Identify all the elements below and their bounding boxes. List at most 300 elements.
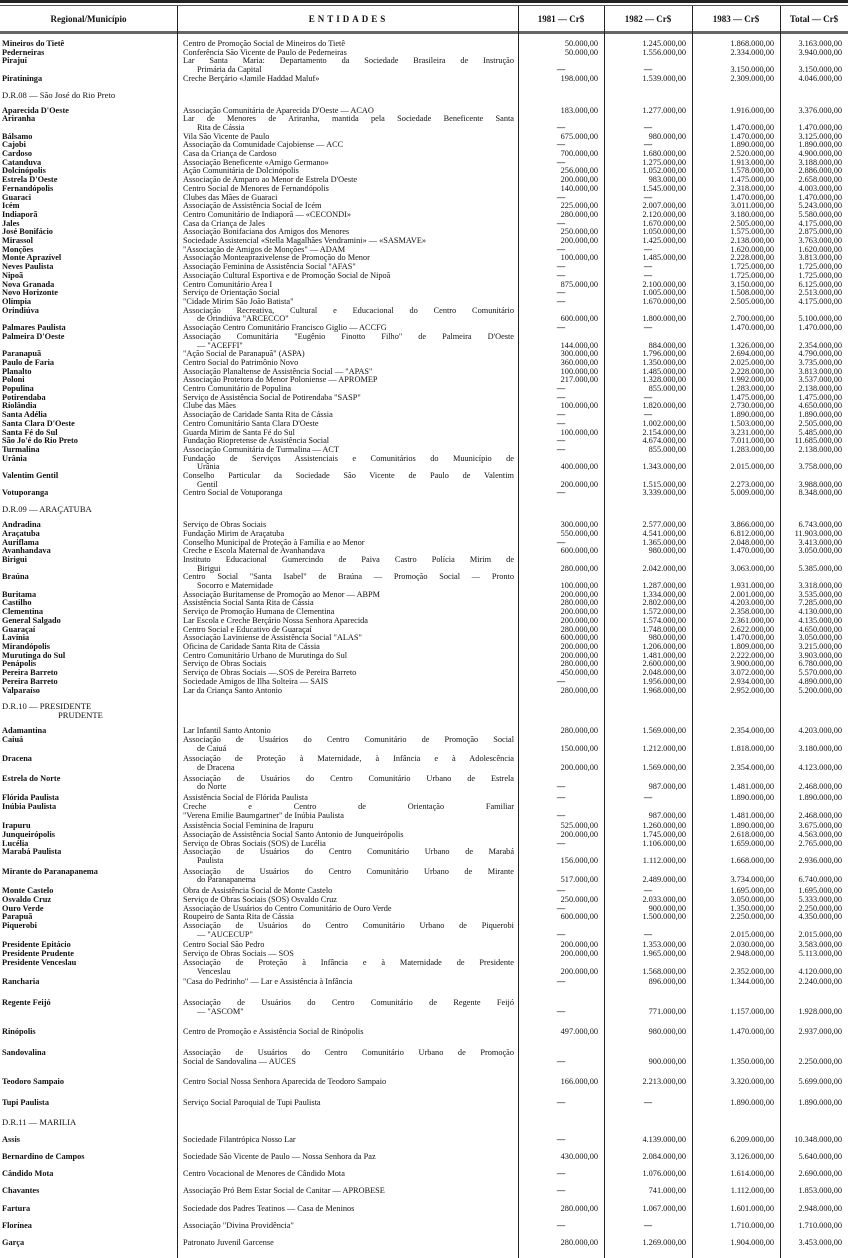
value-total: 3.163.000,00 bbox=[798, 39, 842, 48]
entity-line: Associação Recreativa, Cultural e Educacional do Centro Comunitário bbox=[183, 305, 514, 315]
table-row bbox=[0, 1136, 848, 1145]
value-1981: 250.000,00 bbox=[560, 894, 598, 904]
value-total: 3.125.000,00 bbox=[798, 131, 842, 141]
table-row bbox=[0, 556, 848, 573]
value-1983: 3.180.000,00 bbox=[730, 209, 774, 219]
value-1981: — bbox=[556, 122, 566, 132]
entity bbox=[177, 1187, 518, 1196]
value-1983: 2.622.000,00 bbox=[730, 624, 774, 634]
value-1981: 280.000,00 bbox=[560, 209, 598, 219]
table-row bbox=[0, 573, 848, 590]
entity bbox=[177, 959, 518, 976]
entity-line: Creche Berçário «Jamile Haddad Maluf» bbox=[183, 73, 320, 83]
entity-line: Ação Comunitária de Dolcinópolis bbox=[183, 166, 299, 176]
table-row bbox=[0, 1222, 848, 1231]
table-row bbox=[0, 591, 848, 600]
table-row bbox=[0, 211, 848, 220]
entity-line: Serviço de Assistência Social de Potirendaba "SASP" bbox=[183, 392, 361, 402]
value-1983: 1.475.000,00 bbox=[730, 392, 774, 402]
entity-line: "Ação Social de Paranapuã" (ASPA) bbox=[183, 349, 305, 359]
municipality: Parapuã bbox=[2, 912, 33, 922]
entity-line: Associação "Divina Providência" bbox=[183, 1220, 294, 1230]
value-1982: 4.541.000,00 bbox=[642, 528, 686, 538]
entity-line: Sociedade dos Padres Teatinos — Casa de Meninos bbox=[183, 1203, 355, 1213]
value-1981: 217.000,00 bbox=[560, 375, 598, 385]
entity bbox=[177, 1239, 518, 1248]
value-1982: 1.745.000,00 bbox=[642, 829, 686, 839]
table-row bbox=[0, 643, 848, 652]
region-heading-line: D.R.10 — PRESIDENTE bbox=[2, 701, 92, 712]
table-row bbox=[0, 1049, 848, 1066]
value-1983: 1.620.000,00 bbox=[730, 244, 774, 254]
municipality: Pereira Barreto bbox=[2, 668, 58, 678]
value-total: 1.890.000,00 bbox=[798, 410, 842, 420]
entity-line: Associação Centro Comunitário Francisco Giglio — ACCFG bbox=[183, 323, 387, 333]
value-1981: — bbox=[556, 436, 566, 446]
table-row bbox=[0, 868, 848, 885]
table-row bbox=[0, 307, 848, 324]
municipality: Presidente Prudente bbox=[2, 949, 74, 959]
municipality: Mirante do Paranapanema bbox=[2, 866, 98, 876]
value-total: 2.936.000,00 bbox=[798, 856, 842, 866]
municipality: Valentim Gentil bbox=[2, 471, 59, 481]
value-1981: 100.000,00 bbox=[560, 253, 598, 263]
value-1983: 2.520.000,00 bbox=[730, 149, 774, 159]
value-1981: 50.000,00 bbox=[564, 47, 598, 57]
table-row bbox=[0, 803, 848, 820]
value-1981: 200.000,00 bbox=[560, 175, 598, 185]
value-1982: 1.365.000,00 bbox=[642, 537, 686, 547]
value-1983: 2.361.000,00 bbox=[730, 615, 774, 625]
municipality: Cajobi bbox=[2, 140, 26, 150]
entity-line: do Norte bbox=[197, 782, 227, 792]
entity-line: Serviço de Obras Sociais (SOS) Osvaldo Cruz bbox=[183, 894, 337, 904]
entity-line: Associação Comunitária "Eugênio Finotto Filho" de Palmeira D'Oeste bbox=[183, 331, 514, 341]
header-1982: 1982 — Cr$ bbox=[624, 13, 672, 24]
entity-line: Venceslau bbox=[197, 966, 231, 976]
entity-line: Obra de Assistência Social de Monte Castelo bbox=[183, 886, 333, 896]
value-1981: — bbox=[556, 410, 566, 420]
entity-line: Vila São Vicente de Paulo bbox=[183, 131, 270, 141]
value-total: 1.475.000,00 bbox=[798, 392, 842, 402]
value-1981: 100.000,00 bbox=[560, 366, 598, 376]
entity bbox=[177, 1028, 518, 1037]
value-total: 5.243.000,00 bbox=[798, 201, 842, 211]
value-1981: — bbox=[556, 1134, 566, 1144]
entity bbox=[177, 489, 518, 498]
municipality: Rinópolis bbox=[2, 1027, 36, 1037]
table-row bbox=[0, 848, 848, 865]
table-row bbox=[0, 368, 848, 377]
municipality: Cardoso bbox=[2, 149, 32, 159]
value-total: 3.813.000,00 bbox=[798, 253, 842, 263]
value-1982: — bbox=[643, 886, 653, 896]
value-1981: 200.000,00 bbox=[560, 763, 598, 773]
header-entidades: ENTIDADES bbox=[308, 13, 389, 24]
value-1981: — bbox=[556, 157, 566, 167]
value-1983: 1.481.000,00 bbox=[730, 782, 774, 792]
entity bbox=[177, 1078, 518, 1087]
value-1982: 2.154.000,00 bbox=[642, 427, 686, 437]
value-1983: 1.475.000,00 bbox=[730, 175, 774, 185]
value-1981: 250.000,00 bbox=[560, 227, 598, 237]
value-total: 4.135.000,00 bbox=[798, 615, 842, 625]
table-row bbox=[0, 40, 848, 49]
entity bbox=[177, 755, 518, 772]
table-row bbox=[0, 75, 848, 84]
value-total: 2.468.000,00 bbox=[798, 782, 842, 792]
table-row bbox=[0, 57, 848, 74]
value-1983: 1.350.000,00 bbox=[730, 903, 774, 913]
value-1982: 2.084.000,00 bbox=[642, 1152, 686, 1162]
value-1981: 280.000,00 bbox=[560, 598, 598, 608]
entity-line: Associação de Proteção à Maternidade, à Infância e à Adolescência bbox=[183, 754, 514, 764]
entity bbox=[177, 922, 518, 939]
entity-line: "Associação de Amigos de Monções" — ADAM bbox=[183, 244, 346, 254]
value-1982: 1.350.000,00 bbox=[642, 357, 686, 367]
table-row bbox=[0, 1170, 848, 1179]
value-total: 4.790.000,00 bbox=[798, 349, 842, 359]
value-1982: 2.577.000,00 bbox=[642, 520, 686, 530]
table-row bbox=[0, 455, 848, 472]
table-row bbox=[0, 472, 848, 489]
value-1983: 6.209.000,00 bbox=[730, 1134, 774, 1144]
value-1983: 1.992.000,00 bbox=[730, 375, 774, 385]
value-1981: 166.000,00 bbox=[560, 1077, 598, 1087]
value-1983: 1.695.000,00 bbox=[730, 886, 774, 896]
entity bbox=[177, 556, 518, 573]
value-1982: 1.485.000,00 bbox=[642, 366, 686, 376]
value-1982: 1.425.000,00 bbox=[642, 236, 686, 246]
value-1983: 2.505.000,00 bbox=[730, 218, 774, 228]
value-total: 3.940.000,00 bbox=[798, 47, 842, 57]
value-1982: 2.600.000,00 bbox=[642, 659, 686, 669]
value-1981: 200.000,00 bbox=[560, 589, 598, 599]
entity-line: Instituto Educacional Gumercindo de Paiva Castro Polícia Mirim de bbox=[183, 554, 514, 564]
value-1982: 896.000,00 bbox=[648, 977, 686, 987]
value-1983: 1.890.000,00 bbox=[730, 140, 774, 150]
value-1981: — bbox=[556, 288, 566, 298]
value-1983: 3.050.000,00 bbox=[730, 894, 774, 904]
region-heading bbox=[0, 702, 848, 720]
value-1982: 1.485.000,00 bbox=[642, 253, 686, 263]
table-row bbox=[0, 176, 848, 185]
header-1981: 1981 — Cr$ bbox=[537, 13, 585, 24]
value-1982: 1.002.000,00 bbox=[642, 418, 686, 428]
municipality: Caiuá bbox=[2, 734, 24, 744]
municipality: Populina bbox=[2, 384, 34, 394]
value-1982: 983.000,00 bbox=[648, 175, 686, 185]
entity-line: Associação de Usuários do Centro Comunitário de Regente Feijó bbox=[183, 997, 514, 1007]
municipality: Murutinga do Sul bbox=[2, 650, 66, 660]
entity-line: Centro Social do Patrimônio Novo bbox=[183, 357, 299, 367]
municipality: Santa Clara D'Oeste bbox=[2, 418, 75, 428]
table-row bbox=[0, 669, 848, 678]
value-1982: — bbox=[643, 929, 653, 939]
entity-line: Associação Protetora do Menor Poloniense — APROMEP bbox=[183, 375, 378, 385]
value-1983: 2.352.000,00 bbox=[730, 966, 774, 976]
table-row bbox=[0, 289, 848, 298]
entity bbox=[177, 115, 518, 132]
value-1981: — bbox=[556, 793, 566, 803]
value-1982: 1.353.000,00 bbox=[642, 940, 686, 950]
municipality: Guaraci bbox=[2, 192, 32, 202]
value-1982: 1.005.000,00 bbox=[642, 288, 686, 298]
value-1983: 1.283.000,00 bbox=[730, 444, 774, 454]
table-row bbox=[0, 959, 848, 976]
value-1982: 1.287.000,00 bbox=[642, 581, 686, 591]
value-1983: 7.011.000,00 bbox=[730, 436, 774, 446]
value-total: 3.050.000,00 bbox=[798, 633, 842, 643]
entity-line: Centro Social de Votuporanga bbox=[183, 488, 283, 498]
value-1981: 280.000,00 bbox=[560, 1238, 598, 1248]
value-total: 3.050.000,00 bbox=[798, 546, 842, 556]
value-1982: 1.748.000,00 bbox=[642, 624, 686, 634]
value-1983: 1.725.000,00 bbox=[730, 270, 774, 280]
entity-line: Casa da Criança de Cardoso bbox=[183, 149, 277, 159]
value-1983: 1.470.000,00 bbox=[730, 323, 774, 333]
table-row bbox=[0, 394, 848, 403]
municipality: Poloni bbox=[2, 375, 25, 385]
value-1981: — bbox=[556, 1169, 566, 1179]
value-1982: 987.000,00 bbox=[648, 810, 686, 820]
entity-line: Rita de Cássia bbox=[197, 122, 245, 132]
value-1981: — bbox=[556, 444, 566, 454]
value-1983: 2.222.000,00 bbox=[730, 650, 774, 660]
region-heading bbox=[0, 505, 848, 514]
value-1982: 2.042.000,00 bbox=[642, 563, 686, 573]
value-1982: — bbox=[643, 192, 653, 202]
entity-line: do Paranapanema bbox=[197, 875, 256, 885]
value-1981: 280.000,00 bbox=[560, 659, 598, 669]
value-1983: 2.952.000,00 bbox=[730, 685, 774, 695]
value-1982: 1.275.000,00 bbox=[642, 157, 686, 167]
table-row bbox=[0, 350, 848, 359]
entity-line: Centro Vocacional de Menores de Cândido Mota bbox=[183, 1169, 345, 1179]
value-1983: 1.344.000,00 bbox=[730, 977, 774, 987]
value-1982: 1.106.000,00 bbox=[642, 838, 686, 848]
value-1981: — bbox=[556, 192, 566, 202]
value-total: 5.200.000,00 bbox=[798, 685, 842, 695]
value-1983: 1.470.000,00 bbox=[730, 1027, 774, 1037]
table-row bbox=[0, 530, 848, 539]
table-row bbox=[0, 626, 848, 635]
value-1983: 1.157.000,00 bbox=[730, 1006, 774, 1016]
value-1983: 1.470.000,00 bbox=[730, 192, 774, 202]
table-row bbox=[0, 634, 848, 643]
region-heading bbox=[0, 91, 848, 100]
entity-line: Associação Monteaprazivelense de Promoção do Menor bbox=[183, 253, 370, 263]
value-1983: 1.868.000,00 bbox=[730, 39, 774, 48]
value-total: 2.886.000,00 bbox=[798, 166, 842, 176]
value-1981: 156.000,00 bbox=[560, 856, 598, 866]
value-total: 5.640.000,00 bbox=[798, 1152, 842, 1162]
value-total: 6.743.000,00 bbox=[798, 520, 842, 530]
table-row bbox=[0, 429, 848, 438]
entity-line: Clubes das Mães de Guaraci bbox=[183, 192, 278, 202]
municipality: Santa Adélia bbox=[2, 410, 47, 420]
municipality: Chavantes bbox=[2, 1186, 40, 1196]
municipality: Monções bbox=[2, 244, 34, 254]
value-1982: 1.515.000,00 bbox=[642, 479, 686, 489]
value-total: 5.580.000,00 bbox=[798, 209, 842, 219]
table-row bbox=[0, 922, 848, 939]
value-1983: 1.283.000,00 bbox=[730, 384, 774, 394]
value-1982: 4.139.000,00 bbox=[642, 1134, 686, 1144]
municipality: Paulo de Faria bbox=[2, 357, 55, 367]
value-1981: — bbox=[556, 270, 566, 280]
municipality: Avanhandava bbox=[2, 546, 51, 556]
value-1983: 3.320.000,00 bbox=[730, 1077, 774, 1087]
entity-line: Creche e Centro de Orientação Familiar bbox=[183, 801, 514, 811]
value-1981: 200.000,00 bbox=[560, 479, 598, 489]
value-1981: 550.000,00 bbox=[560, 528, 598, 538]
value-total: 3.188.000,00 bbox=[798, 157, 842, 167]
entity-line: — "ASCOM" bbox=[197, 1006, 244, 1016]
value-1982: 771.000,00 bbox=[648, 1006, 686, 1016]
value-total: 3.150.000,00 bbox=[798, 65, 842, 75]
value-1983: 3.150.000,00 bbox=[730, 279, 774, 289]
value-1982: — bbox=[643, 270, 653, 280]
value-1981: 100.000,00 bbox=[560, 427, 598, 437]
municipality: Buritama bbox=[2, 589, 37, 599]
value-total: 4.123.000,00 bbox=[798, 763, 842, 773]
entity-line: Centro Social e Educativo de Guaraçaí bbox=[183, 624, 312, 634]
value-1983: 2.309.000,00 bbox=[730, 73, 774, 83]
value-1982: 1.206.000,00 bbox=[642, 642, 686, 651]
value-total: 2.250.000,00 bbox=[798, 903, 842, 913]
table-row bbox=[0, 599, 848, 608]
table-row bbox=[0, 359, 848, 368]
municipality: Tupi Paulista bbox=[2, 1098, 49, 1108]
value-1982: 1.556.000,00 bbox=[642, 47, 686, 57]
value-1983: 2.505.000,00 bbox=[730, 296, 774, 306]
value-total: 4.175.000,00 bbox=[798, 296, 842, 306]
value-total: 3.813.000,00 bbox=[798, 366, 842, 376]
value-1983: 3.866.000,00 bbox=[730, 520, 774, 530]
value-total: 1.470.000,00 bbox=[798, 192, 842, 202]
value-1983: 2.228.000,00 bbox=[730, 366, 774, 376]
municipality: Pederneiras bbox=[2, 47, 45, 57]
value-1983: 3.734.000,00 bbox=[730, 875, 774, 885]
entity-line: Associação de Assistência Social de Icém bbox=[183, 201, 322, 211]
value-1982: 1.680.000,00 bbox=[642, 149, 686, 159]
entity bbox=[177, 848, 518, 865]
entity bbox=[177, 1153, 518, 1162]
value-1983: 1.890.000,00 bbox=[730, 1098, 774, 1108]
value-total: 4.900.000,00 bbox=[798, 149, 842, 159]
value-total: 6.780.000,00 bbox=[798, 659, 842, 669]
table-row bbox=[0, 1205, 848, 1214]
value-1982: — bbox=[643, 410, 653, 420]
entity-line: Centro Comunitário de Populina bbox=[183, 384, 292, 394]
municipality: Sandovalina bbox=[2, 1048, 46, 1058]
value-total: 1.725.000,00 bbox=[798, 262, 842, 272]
entity-line: Fundação de Serviços Assistenciais e Comunitários do Muunicípio de bbox=[183, 453, 514, 463]
value-total: 3.535.000,00 bbox=[798, 589, 842, 599]
entity-line: Conselho Municipal de Proteção à Família e ao Menor bbox=[183, 537, 365, 547]
table-row bbox=[0, 539, 848, 548]
value-1983: 1.659.000,00 bbox=[730, 838, 774, 848]
value-1983: 2.273.000,00 bbox=[730, 479, 774, 489]
value-total: 4.003.000,00 bbox=[798, 183, 842, 193]
value-1982: 1.965.000,00 bbox=[642, 949, 686, 959]
value-1982: 1.670.000,00 bbox=[642, 218, 686, 228]
municipality: Braúna bbox=[2, 572, 29, 582]
entity-line: Guarda Mirim de Santa Fé do Sul bbox=[183, 427, 295, 437]
table-row bbox=[0, 141, 848, 150]
value-1981: 50.000,00 bbox=[564, 39, 598, 48]
value-1983: 2.948.000,00 bbox=[730, 949, 774, 959]
value-1982: 980.000,00 bbox=[648, 633, 686, 643]
municipality: Monte Castelo bbox=[2, 886, 54, 896]
value-1983: 2.250.000,00 bbox=[730, 912, 774, 922]
value-1982: — bbox=[643, 244, 653, 254]
entity-line: Social de Sandovalina — AUCES bbox=[183, 1056, 296, 1066]
municipality: Votuporanga bbox=[2, 488, 49, 498]
municipality: Assis bbox=[2, 1134, 20, 1144]
value-total: 1.710.000,00 bbox=[798, 1220, 842, 1230]
municipality: Mineiros do Tietê bbox=[2, 39, 65, 48]
entity-line: Associação de Assistência Social Santo Antonio de Junqueirópolis bbox=[183, 829, 404, 839]
value-1983: 1.668.000,00 bbox=[730, 856, 774, 866]
table-row bbox=[0, 687, 848, 696]
value-1981: — bbox=[556, 1006, 566, 1016]
table-row bbox=[0, 150, 848, 159]
value-1983: 1.503.000,00 bbox=[730, 418, 774, 428]
entity-line: Associação Planaltense de Assistência Social — "APAS" bbox=[183, 366, 373, 376]
value-1981: — bbox=[556, 65, 566, 75]
municipality: Valparaíso bbox=[2, 685, 40, 695]
value-1981: 280.000,00 bbox=[560, 685, 598, 695]
value-1983: 3.900.000,00 bbox=[730, 659, 774, 669]
value-1982: — bbox=[643, 392, 653, 402]
value-1981: 600.000,00 bbox=[560, 546, 598, 556]
value-1982: — bbox=[643, 262, 653, 272]
table-row bbox=[0, 660, 848, 669]
entity-line: Associação Cultural Esportiva e de Promoção Social de Nipoã bbox=[183, 270, 391, 280]
entity bbox=[177, 1049, 518, 1066]
municipality: Fartura bbox=[2, 1203, 31, 1213]
entity-line: Primária da Capital bbox=[197, 65, 262, 75]
value-1981: 200.000,00 bbox=[560, 615, 598, 625]
value-1982: 1.569.000,00 bbox=[642, 726, 686, 736]
table-row bbox=[0, 1099, 848, 1108]
value-1981: — bbox=[556, 392, 566, 402]
value-1982: 1.245.000,00 bbox=[642, 39, 686, 48]
value-1981: 517.000,00 bbox=[560, 875, 598, 885]
entity-line: Lar Santa Maria: Departamento da Sociedade Brasileira de Instrução bbox=[183, 56, 514, 66]
region-heading bbox=[0, 1118, 848, 1127]
value-total: 4.563.000,00 bbox=[798, 829, 842, 839]
value-1983: 2.700.000,00 bbox=[730, 314, 774, 324]
municipality: Flórida Paulista bbox=[2, 793, 59, 803]
value-1981: — bbox=[556, 903, 566, 913]
municipality: Ariranha bbox=[2, 114, 36, 124]
table-row bbox=[0, 822, 848, 831]
table-row bbox=[0, 678, 848, 687]
entity-line: Patronato Juvenil Garcense bbox=[183, 1238, 274, 1248]
value-1981: — bbox=[556, 782, 566, 792]
value-1983: 1.725.000,00 bbox=[730, 262, 774, 272]
value-total: 4.650.000,00 bbox=[798, 401, 842, 411]
entity-line: Associação de Usuários do Centro Comunitário Urbano de Marabá bbox=[183, 847, 514, 857]
value-1981: — bbox=[556, 838, 566, 848]
value-total: 2.250.000,00 bbox=[798, 1056, 842, 1066]
entity-line: Lar da Criança Santo Antonio bbox=[183, 685, 283, 695]
table-row bbox=[0, 775, 848, 792]
entity-line: Associação da Comunidade Cajobiense — ACC bbox=[183, 140, 344, 150]
